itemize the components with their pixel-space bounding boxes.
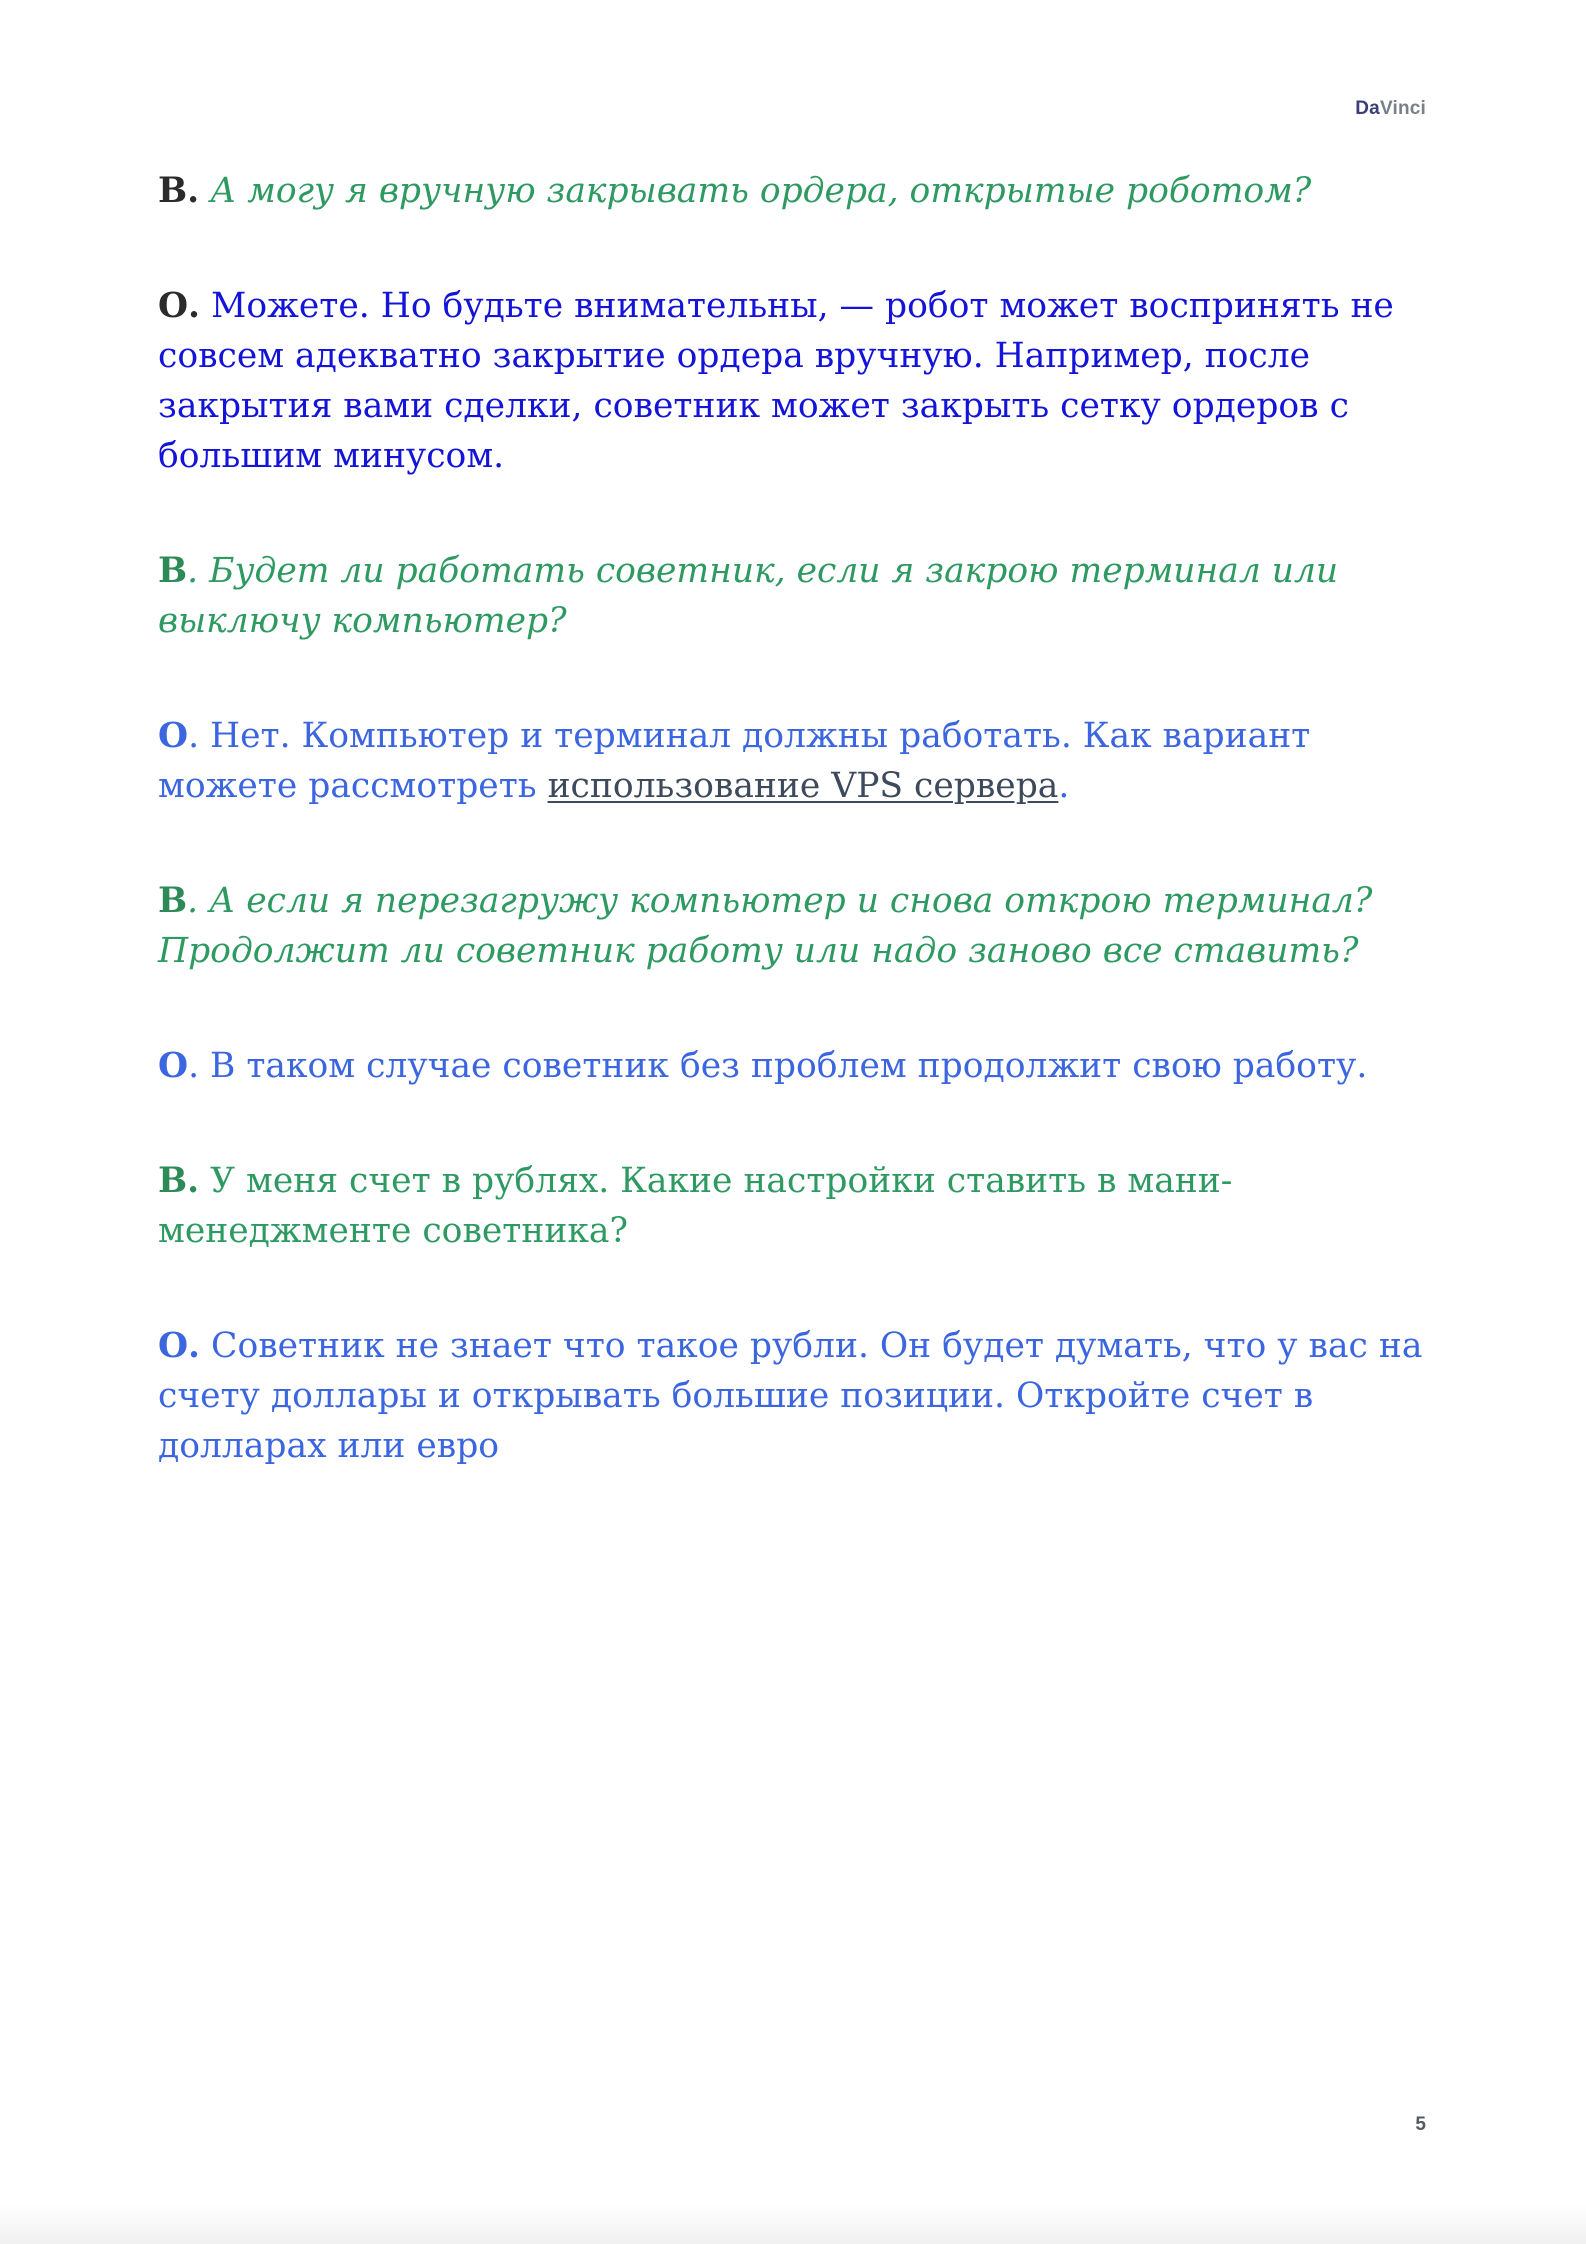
question-text: . А если я перезагружу компьютер и снова открою терминал? Продолжит ли советник работу или надо заново все ставить?: [158, 881, 1373, 971]
question-text: У меня счет в рублях. Какие настройки ставить в мани-менеджменте советника?: [158, 1161, 1233, 1251]
spacer: [158, 481, 1428, 546]
question-text: А могу я вручную закрывать ордера, открытые роботом?: [199, 171, 1312, 211]
question-label: В: [158, 551, 188, 591]
answer-text: Советник не знает что такое рубли. Он будет думать, что у вас на счету доллары и открывать большие позиции. Откройте счет в долларах или евро: [158, 1326, 1423, 1466]
answer-4: [158, 1321, 1428, 1471]
spacer: [158, 976, 1428, 1041]
question-label: В.: [158, 171, 200, 211]
answer-text: . В таком случае советник без проблем продолжит свою работу.: [188, 1046, 1368, 1086]
answer-label: О: [158, 1046, 189, 1086]
question-label: В.: [158, 1161, 200, 1201]
page-number: 5: [1415, 2114, 1426, 2135]
davinci-logo: [1355, 98, 1426, 120]
question-3: [158, 876, 1428, 976]
answer-label: О.: [158, 1326, 201, 1366]
question-text: . Будет ли работать советник, если я закрою терминал или выключу компьютер?: [158, 551, 1339, 641]
answer-2: [158, 711, 1428, 811]
spacer: [158, 811, 1428, 876]
faq-content: [158, 166, 1428, 1471]
answer-text-end: .: [1058, 766, 1070, 806]
spacer: [158, 646, 1428, 711]
vps-server-link[interactable]: использование VPS сервера: [547, 766, 1059, 806]
question-1: [158, 166, 1428, 216]
answer-3: [158, 1041, 1428, 1091]
question-2: [158, 546, 1428, 646]
answer-text: . Нет. Компьютер и терминал должны работать. Как вариант можете рассмотреть: [158, 716, 1311, 806]
question-label: В: [158, 881, 188, 921]
answer-1: [158, 281, 1428, 481]
answer-label: О.: [158, 286, 201, 326]
question-4: [158, 1156, 1428, 1256]
spacer: [158, 216, 1428, 281]
logo-vinci: Vinci: [1379, 98, 1426, 119]
spacer: [158, 1256, 1428, 1321]
answer-text: Можете. Но будьте внимательны, — робот может воспринять не совсем адекватно закрытие ордера вручную. Например, после закрытия вами сделки, советник может закрыть сетку ордеров с большим минусом.: [158, 286, 1394, 476]
spacer: [158, 1091, 1428, 1156]
answer-label: О: [158, 716, 189, 756]
logo-da: Da: [1355, 98, 1380, 119]
